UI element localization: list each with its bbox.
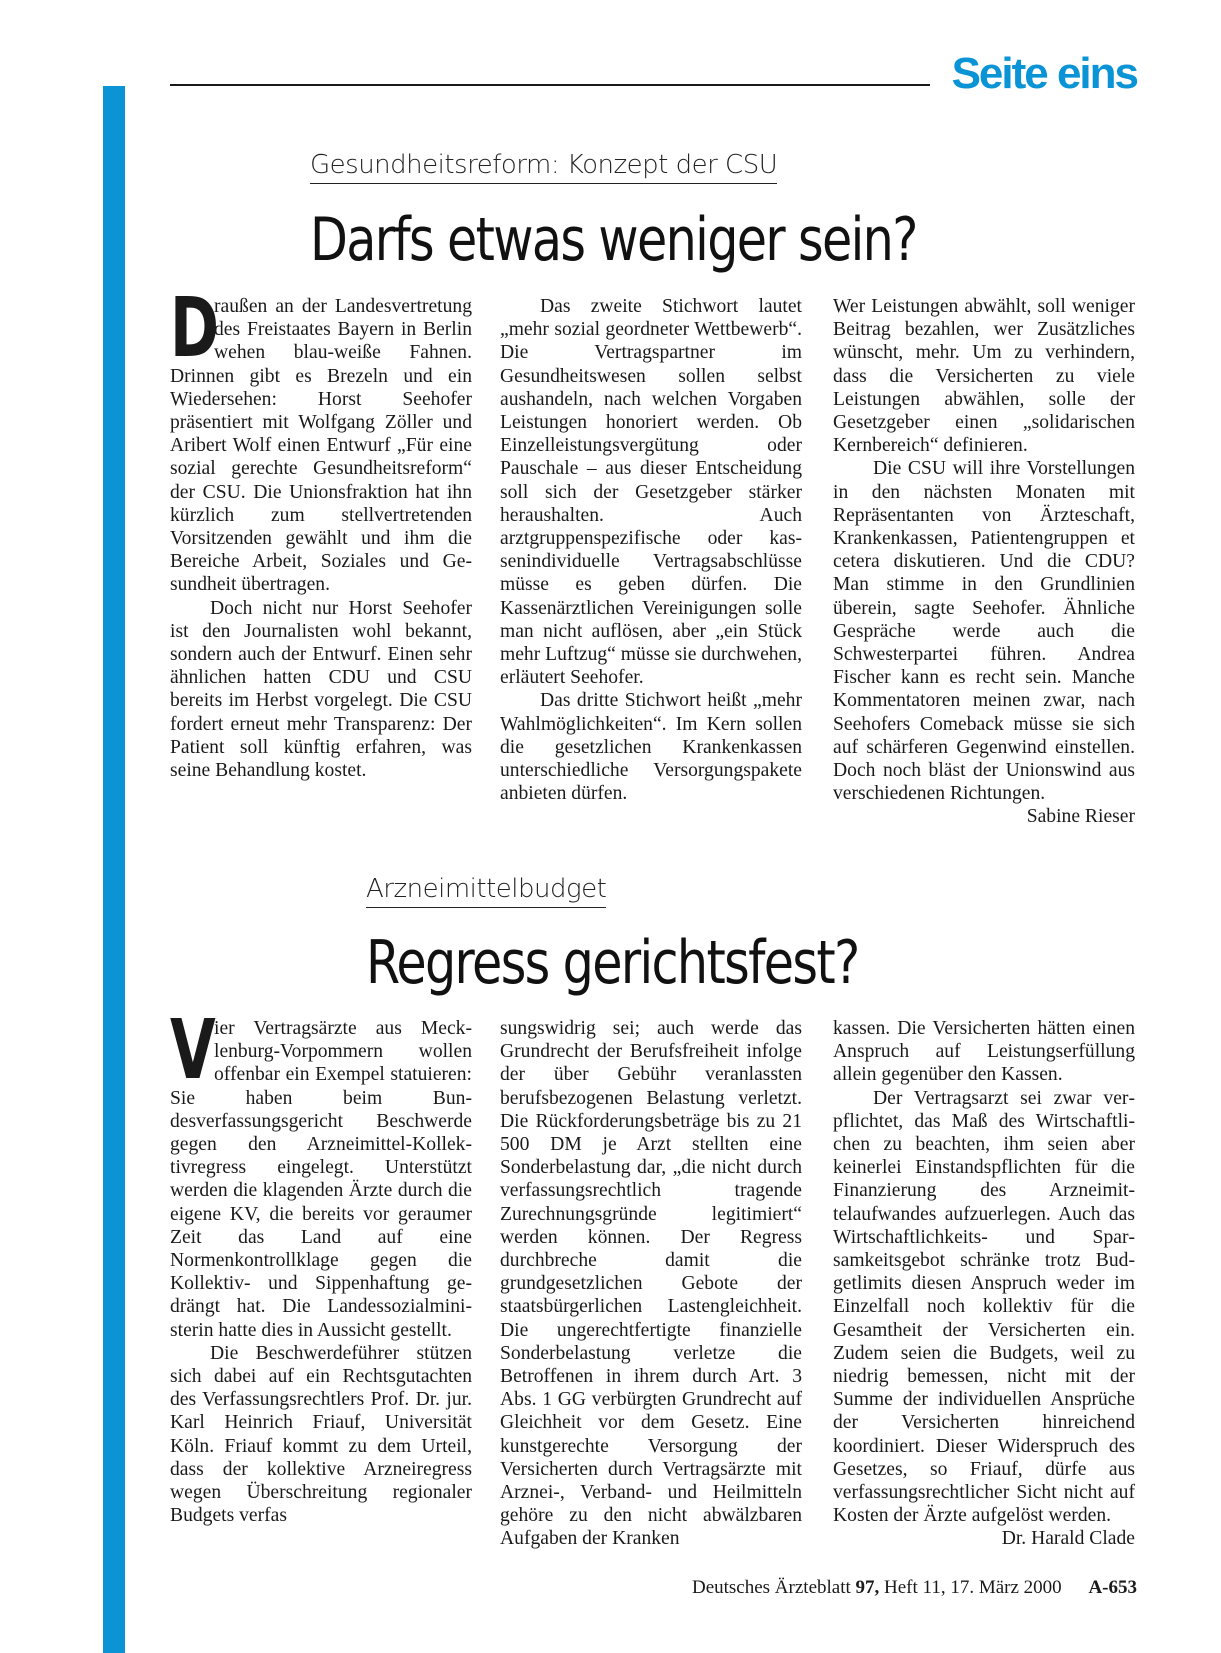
footer-page-number: A-653: [1088, 1577, 1137, 1598]
article1-col1-p2: Doch nicht nur Horst Seehofer ist den Journalisten wohl bekannt, sondern auch der Entwurf. Einen sehr ähnlichen hatten CDU und CSU bereits im Herbst vorgelegt. Die CSU fordert erneut mehr Transparenz: Der Patient soll künftig erfahren, was seine Behandlung kostet.: [170, 597, 472, 782]
article2-column-2: [500, 1017, 802, 1551]
article1-column-1: [170, 281, 472, 782]
article1-dropcap: D: [170, 281, 220, 376]
footer-journal: Deutsches Ärzteblatt: [691, 1577, 851, 1598]
article2-author: Dr. Harald Clade: [1001, 1528, 1135, 1550]
article1-column-3: [833, 295, 1135, 829]
article2-col1-p1: ier Vertragsärzte aus Mecklenburg-Vorpommern wollen offenbar ein Exempel statuieren: Sie haben beim Bundesverfassungsgericht Beschwerde gegen den Arzneimittel-Kollektivregress eingelegt. Unterstützt werden die klagenden Ärzte durch die eigene KV, die bereits vor geraumer Zeit das Land auf eine Normenkontrollklage gegen die Kollektiv- und Sippenhaftung gedrängt hat. Die Landessozialministerin hatte dies in Aussicht gestellt.: [170, 1018, 472, 1341]
article2-dropcap: V: [170, 1003, 216, 1098]
article1-col1-p1: raußen an der Landesvertretung des Freistaates Bayern in Berlin wehen blau-weiße Fahnen. Drinnen gibt es Brezeln und ein Wiedersehen: Horst Seehofer präsentiert mit Wolfgang Zöller und Aribert Wolf einen Entwurf „Für eine sozial gerechte Gesundheitsreform“ der CSU. Die Unionsfraktion hat ihn kürzlich zum stellvertretenden Vorsitzenden gewählt und ihm die Bereiche Arbeit, Soziales und Gesundheit übertragen.: [170, 296, 472, 596]
article2-headline: Regress gerichtsfest?: [366, 928, 859, 998]
footer-issue: Heft 11, 17. März 2000: [884, 1577, 1062, 1598]
article1-col2-p1: Das zweite Stichwort lautet „mehr sozial geordneter Wettbewerb“. Die Vertragspartner im Gesundheitswesen sollen selbst aushandeln, nach welchen Vorgaben Leistungen honoriert werden. Ob Einzelleistungsvergütung oder Pauschale – aus dieser Entscheidung soll sich der Gesetzgeber stärker heraushalten. Auch arztgruppenspezifische oder kassenindividuelle Vertragsabschlüsse müsse es geben dürfen. Die Kassenärztlichen Vereinigungen solle man nicht auflösen, aber „ein Stück mehr Luftzug“ müsse sie durchwehen, erläutert Seehofer.: [500, 296, 802, 689]
article2-kicker: Arzneimittelbudget: [366, 874, 606, 908]
footer-volume: 97,: [855, 1577, 880, 1598]
article2-col2-p1: sungswidrig sei; auch werde das Grundrecht der Berufsfreiheit infolge der über Gebühr veranlassten berufsbezogenen Belastung verletzt. Die Rückforderungsbeträge bis zu 21 500 DM je Arzt stellten eine Sonderbelastung dar, „die nicht durch verfassungsrechtlich tragende Zurechnungsgründe legitimiert“ werden können. Der Regress durchbreche damit die grundgesetzlichen Gebote der staatsbürgerlichen Lastengleichheit. Die ungerechtfertigte finanzielle Sonderbelastung verletze die Betroffenen in ihrem durch Art. 3 Abs. 1 GG verbürgten Grundrecht auf Gleichheit vor dem Gesetz. Eine kunstgerechte Versorgung der Versicherten durch Vertragsärzte mit Arznei-, Verband- und Heilmitteln gehöre zu den nicht abwälzbaren Aufgaben der Kranken: [500, 1018, 802, 1550]
page-footer: [692, 1577, 1137, 1599]
article1-headline: Darfs etwas weniger sein?: [310, 205, 917, 275]
article1-author: Sabine Rieser: [1026, 806, 1135, 828]
article2-col3-p2: Der Vertragsarzt sei zwar verpflichtet, das Maß des Wirtschaftlichen zu beachten, ihm seien aber keinerlei Einstandspflichten für die Finanzierung des Arzneimittelaufwandes aufzuerlegen. Auch das Wirtschaftlichkeits- und Sparsamkeitsgebot schränke trotz Budgetlimits diesen Anspruch weder im Einzelfall noch kollektiv für die Gesamtheit der Versicherten ein. Zudem seien die Budgets, weil zu niedrig bemessen, nicht mit der Summe der individuellen Ansprüche der Versicherten hinreichend koordiniert. Dieser Widerspruch des Gesetzes, so Friauf, dürfe aus verfassungsrechtlicher Sicht nicht auf Kosten der Ärzte aufgelöst werden.: [833, 1087, 1135, 1527]
article1-kicker: Gesundheitsreform: Konzept der CSU: [310, 150, 777, 184]
article1-col3-p2: Die CSU will ihre Vorstellungen in den nächsten Monaten mit Repräsentanten von Ärzteschaft, Krankenkassen, Patientengruppen et cetera diskutieren. Und die CDU? Man stimme in den Grundlinien überein, sagte Seehofer. Ähnliche Gespräche werde auch die Schwesterpartei führen. Andrea Fischer kann es recht sein. Manche Kommentatoren meinen zwar, nach Seehofers Comeback müsse sie sich auf schärferen Gegenwind einstellen. Doch noch bläst der Unionswind aus verschiedenen Richtungen.: [833, 458, 1135, 805]
blue-side-bar: [103, 86, 125, 1653]
article2-column-3: [833, 1017, 1135, 1551]
article1-column-2: [500, 295, 802, 805]
article1-col2-p2: Das dritte Stichwort heißt „mehr Wahlmöglichkeiten“. Im Kern sollen die gesetzlichen Krankenkassen unterschiedliche Versorgungspakete anbieten dürfen.: [500, 690, 802, 805]
article1-col3-p1: Wer Leistungen abwählt, soll weniger Beitrag bezahlen, wer Zusätzliches wünscht, mehr. Um zu verhindern, dass die Versicherten zu viele Leistungen abwählen, solle der Gesetzgeber einen „solidarischen Kernbereich“ definieren.: [833, 296, 1135, 457]
section-label: Seite eins: [951, 49, 1137, 98]
top-rule: [170, 84, 930, 86]
article2-col3-p1: kassen. Die Versicherten hätten einen Anspruch auf Leistungserfüllung allein gegenüber den Kassen.: [833, 1018, 1135, 1086]
article2-column-1: [170, 1003, 472, 1527]
article2-col1-p2: Die Beschwerdeführer stützen sich dabei auf ein Rechtsgutachten des Verfassungsrechtlers Prof. Dr. jur. Karl Heinrich Friauf, Universität Köln. Friauf kommt zu dem Urteil, dass der kollektive Arzneiregress wegen Überschreitung regionaler Budgets verfas: [170, 1342, 472, 1527]
